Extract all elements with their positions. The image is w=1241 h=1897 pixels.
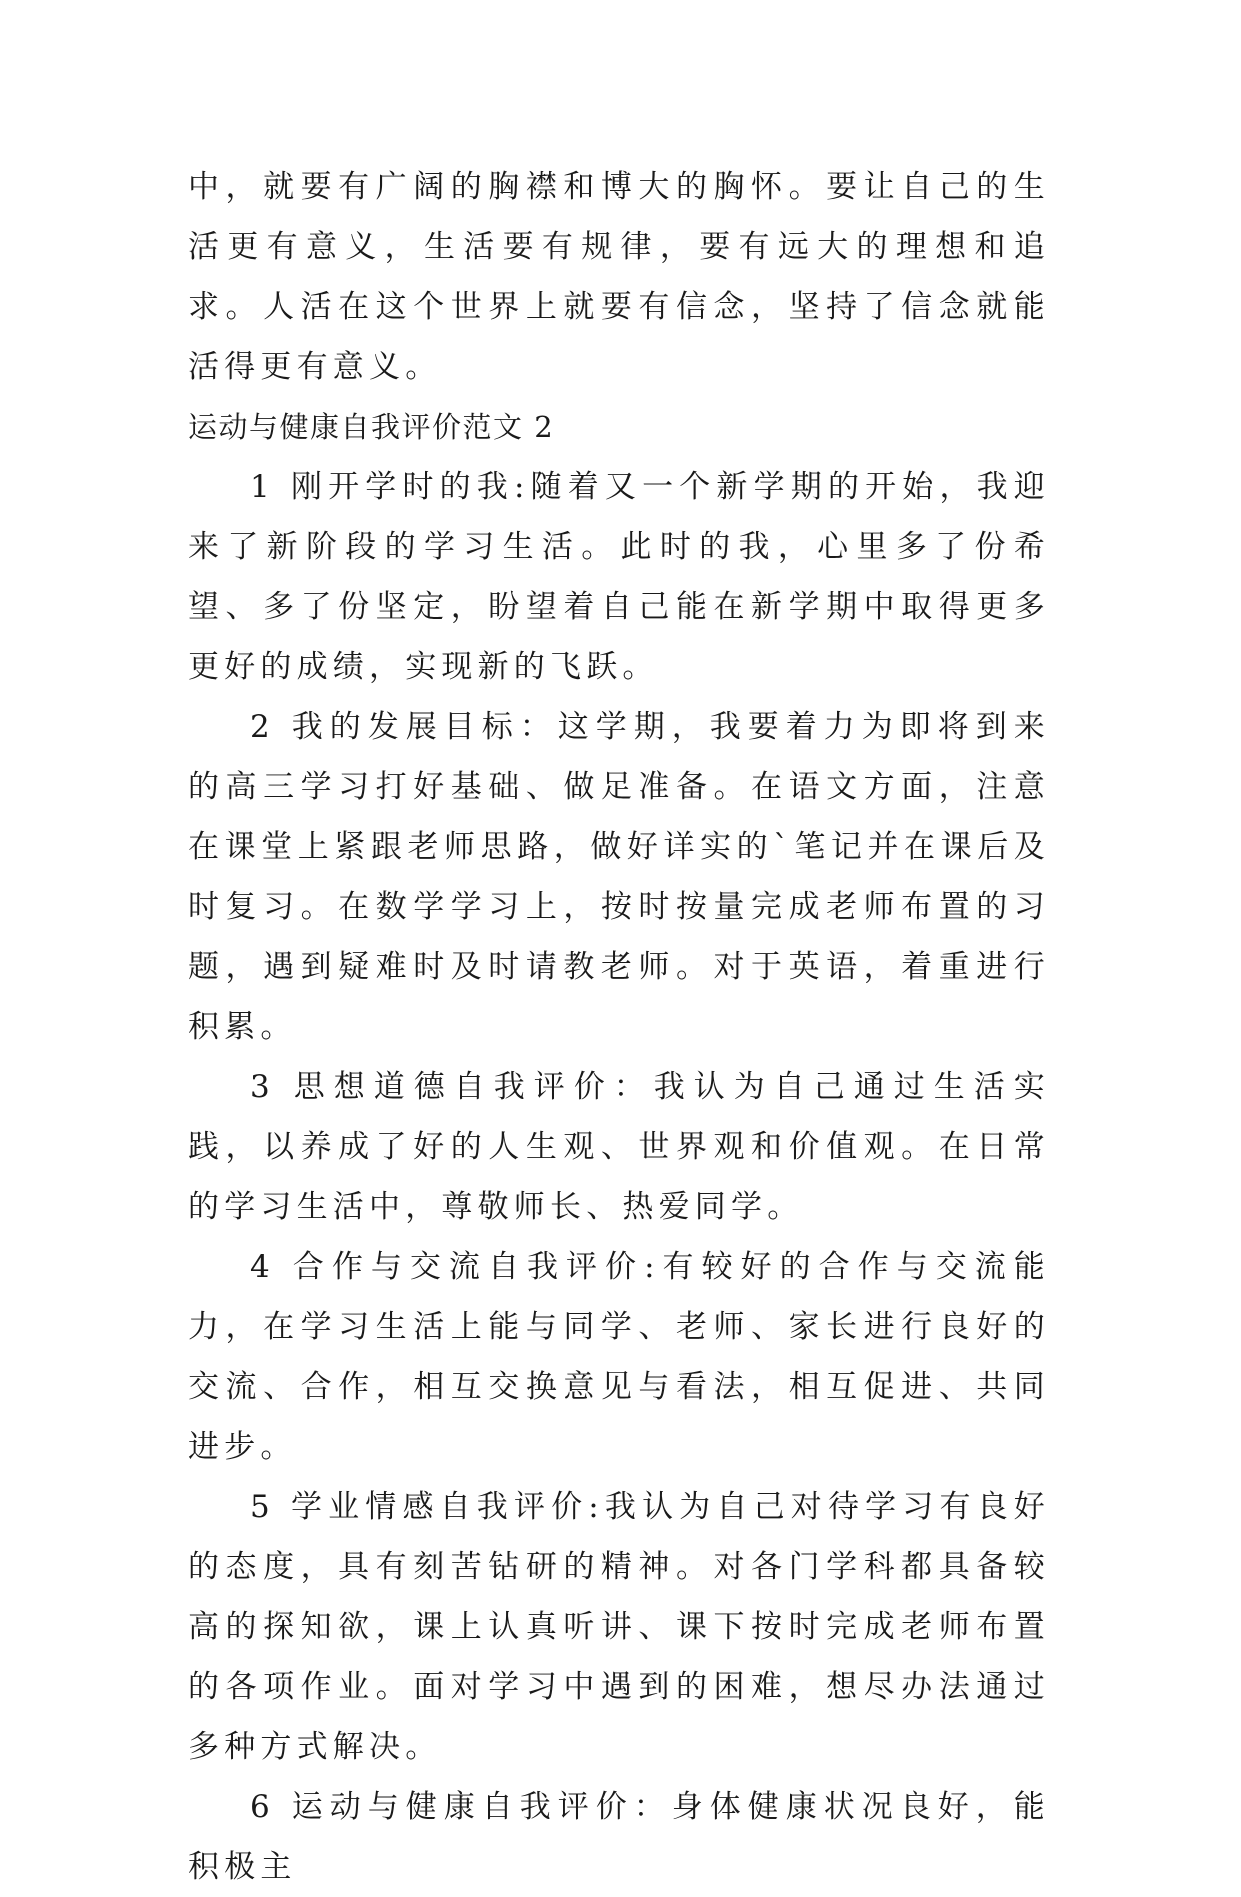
document-body xyxy=(188,157,1050,1897)
paragraph-moral-evaluation: 3 思想道德自我评价：我认为自己通过生活实践，以养成了好的人生观、世界观和价值观。在日常的学习生活中，尊敬师长、热爱同学。 xyxy=(188,1069,1050,1225)
paragraph-sports-health: 6 运动与健康自我评价：身体健康状况良好，能积极主 xyxy=(188,1789,1050,1885)
paragraph-development-goals: 2 我的发展目标：这学期，我要着力为即将到来的高三学习打好基础、做足准备。在语文方面，注意在课堂上紧跟老师思路，做好详实的`笔记并在课后及时复习。在数学学习上，按时按量完成老师布置的习题，遇到疑难时及时请教老师。对于英语，着重进行积累。 xyxy=(188,709,1050,1045)
paragraph-cooperation-evaluation: 4 合作与交流自我评价:有较好的合作与交流能力，在学习生活上能与同学、老师、家长进行良好的交流、合作，相互交换意见与看法，相互促进、共同进步。 xyxy=(188,1249,1050,1465)
paragraph-continuation: 中，就要有广阔的胸襟和博大的胸怀。要让自己的生活更有意义，生活要有规律，要有远大的理想和追求。人活在这个世界上就要有信念，坚持了信念就能活得更有意义。 xyxy=(188,169,1050,385)
paragraph-start-of-term: 1 刚开学时的我:随着又一个新学期的开始，我迎来了新阶段的学习生活。此时的我，心里多了份希望、多了份坚定，盼望着自己能在新学期中取得更多更好的成绩，实现新的飞跃。 xyxy=(188,469,1050,685)
paragraph-academic-attitude: 5 学业情感自我评价:我认为自己对待学习有良好的态度，具有刻苦钻研的精神。对各门学科都具备较高的探知欲，课上认真听讲、课下按时完成老师布置的各项作业。面对学习中遇到的困难，想尽办法通过多种方式解决。 xyxy=(188,1489,1050,1765)
section-heading: 运动与健康自我评价范文 2 xyxy=(188,410,555,444)
